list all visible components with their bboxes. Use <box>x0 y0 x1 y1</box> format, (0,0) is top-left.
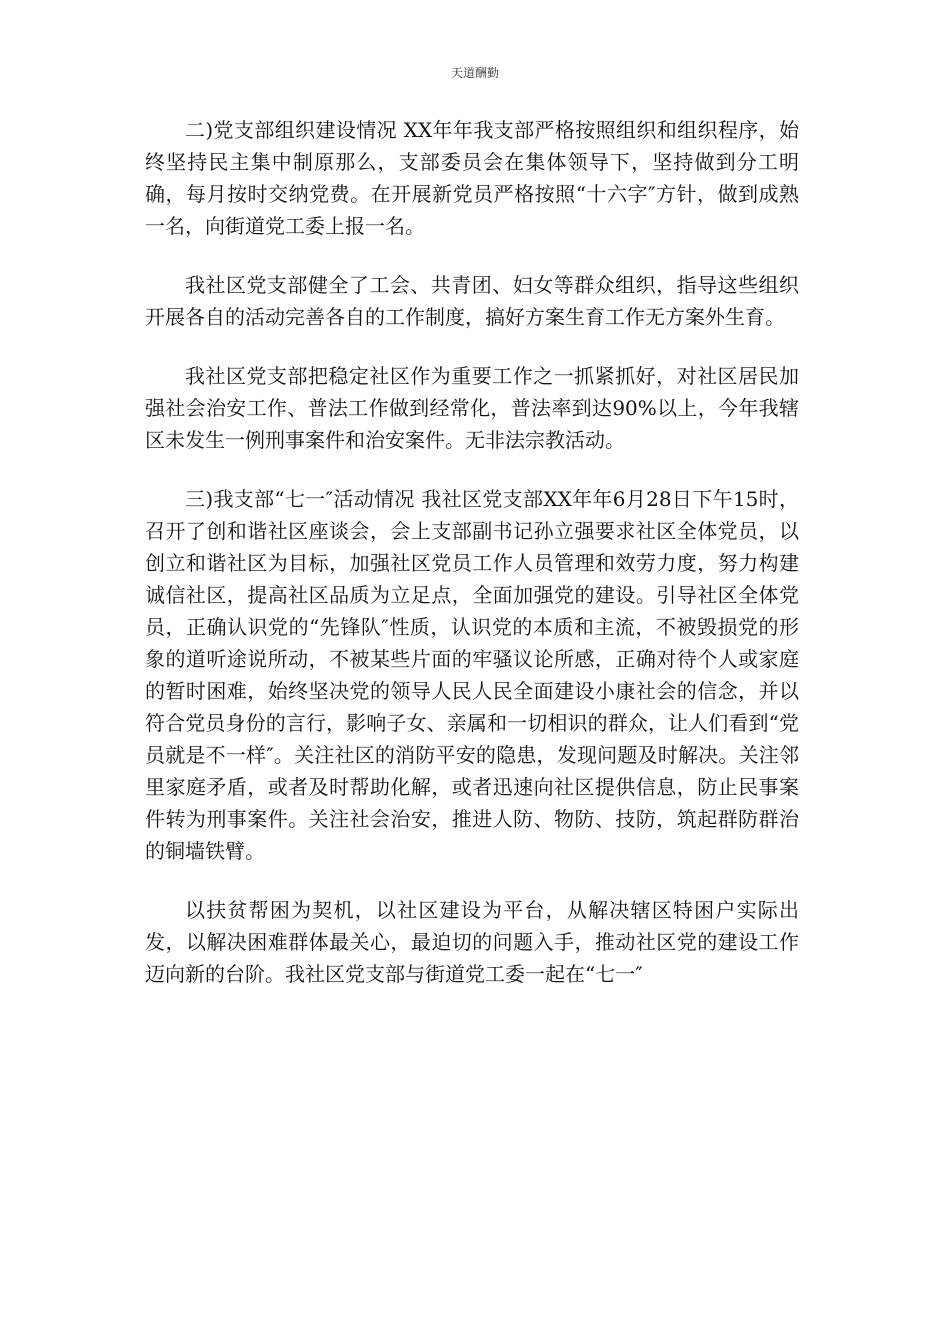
paragraph-community-stability: 我社区党支部把稳定社区作为重要工作之一抓紧抓好，对社区居民加强社会治安工作、普法工作做到经常化，普法率到达90%以上，今年我辖区未发生一例刑事案件和治安案件。无非法宗教活动。 <box>145 364 799 452</box>
paragraph-organization: 二)党支部组织建设情况 XX年年我支部严格按照组织和组织程序，始终坚持民主集中制原那么，支部委员会在集体领导下，坚持做到分工明确，每月按时交纳党费。在开展新党员严格按照“十六字″方针，做到成熟一名，向街道党工委上报一名。 <box>145 118 799 238</box>
paragraph-poverty-relief: 以扶贫帮困为契机，以社区建设为平台，从解决辖区特困户实际出发，以解决困难群体最关心，最迫切的问题入手，推动社区党的建设工作迈向新的台阶。我社区党支部与街道党工委一起在“七一″ <box>145 898 799 986</box>
paragraph-mass-organizations: 我社区党支部健全了工会、共青团、妇女等群众组织，指导这些组织开展各自的活动完善各自的工作制度，搞好方案生育工作无方案外生育。 <box>145 273 799 329</box>
paragraph-july-first-activities: 三)我支部“七一″活动情况 我社区党支部XX年年6月28日下午15时，召开了创和谐社区座谈会，会上支部副书记孙立强要求社区全体党员，以创立和谐社区为目标，加强社区党员工作人员管理和效劳力度，努力构建诚信社区，提高社区品质为立足点，全面加强党的建设。引导社区全体党员，正确认识党的“先锋队″性质，认识党的本质和主流，不被毁损党的形象的道听途说所动，不被某些片面的牢骚议论所感，正确对待个人或家庭的暂时困难，始终坚决党的领导人民人民全面建设小康社会的信念，并以符合党员身份的言行，影响子女、亲属和一切相识的群众，让人们看到“党员就是不一样″。关注社区的消防平安的隐患，发现问题及时解决。关注邻里家庭矛盾，或者及时帮助化解，或者迅速向社区提供信息，防止民事案件转为刑事案件。关注社会治安，推进人防、物防、技防，筑起群防群治的铜墙铁臂。 <box>145 487 799 863</box>
page-header: 天道酬勤 <box>450 66 499 80</box>
document-body <box>145 114 799 1017</box>
